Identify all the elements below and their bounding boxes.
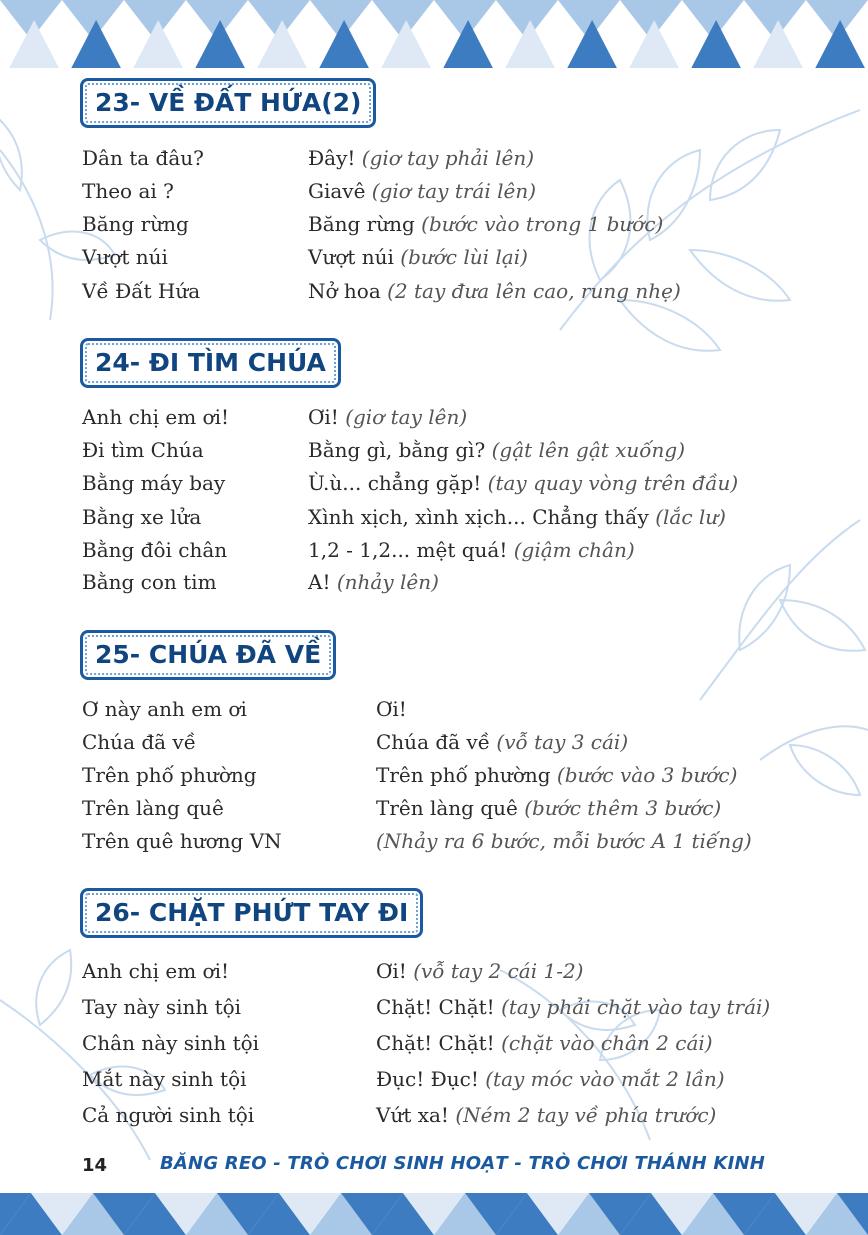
action-note: (nhảy lên) [336,570,439,594]
call-text: Băng rừng [82,212,189,236]
call-text: Anh chị em ơi! [82,959,230,983]
section-title-23: 23- VỀ ĐẤT HỨA(2) [80,78,376,128]
response-text: Trên phố phường [376,763,551,787]
call-text: Về Đất Hứa [82,279,201,303]
response-text: Vứt xa! [376,1103,449,1127]
action-note: (Ném 2 tay về phía trước) [455,1103,717,1127]
response-text: Ù.ù... chẳng gặp! [308,471,482,495]
action-note: (tay quay vòng trên đầu) [487,471,739,495]
response-text: 1,2 - 1,2... mệt quá! [308,538,508,562]
call-text: Mắt này sinh tội [82,1067,247,1091]
call-text: Trên quê hương VN [82,829,282,853]
bottom-triangle-band [0,1185,868,1235]
section-title-24: 24- ĐI TÌM CHÚA [80,338,341,388]
response-text: Giavê [308,179,366,203]
action-note: (tay móc vào mắt 2 lần) [485,1067,725,1091]
action-note: (Nhảy ra 6 bước, mỗi bước A 1 tiếng) [376,829,752,853]
response-text: Chúa đã về [376,730,491,754]
action-note: (tay phải chặt vào tay trái) [501,995,771,1019]
action-note: (2 tay đưa lên cao, rung nhẹ) [387,279,681,303]
call-text: Đi tìm Chúa [82,438,204,462]
running-footer-title: BĂNG REO - TRÒ CHƠI SINH HOẠT - TRÒ CHƠI THÁNH KINH [160,1153,765,1174]
call-text: Cả người sinh tội [82,1103,255,1127]
call-text: Trên phố phường [82,763,257,787]
action-note: (giơ tay phải lên) [361,146,535,170]
call-text: Ơ này anh em ơi [82,697,247,721]
action-note: (vỗ tay 2 cái 1-2) [413,959,584,983]
response-text: Chặt! Chặt! [376,1031,495,1055]
call-text: Anh chị em ơi! [82,405,230,429]
action-note: (lắc lư) [655,505,726,529]
call-text: Chân này sinh tội [82,1031,260,1055]
response-text: Ơi! [308,405,339,429]
call-text: Vượt núi [82,245,168,269]
call-text: Bằng đôi chân [82,538,228,562]
action-note: (bước lùi lại) [400,245,528,269]
action-note: (bước vào trong 1 bước) [421,212,664,236]
call-text: Bằng máy bay [82,471,226,495]
action-note: (giậm chân) [513,538,635,562]
call-text: Trên làng quê [82,796,224,820]
call-text: Bằng xe lửa [82,505,202,529]
call-text: Theo ai ? [82,179,174,203]
action-note: (gật lên gật xuống) [491,438,686,462]
response-text: Trên làng quê [376,796,518,820]
response-text: Đây! [308,146,356,170]
action-note: (bước vào 3 bước) [556,763,738,787]
response-text: Xình xịch, xình xịch... Chẳng thấy [308,505,649,529]
response-text: Băng rừng [308,212,415,236]
response-text: Vượt núi [308,245,394,269]
response-text: Bằng gì, bằng gì? [308,438,486,462]
response-text: Đục! Đục! [376,1067,479,1091]
section-title-26: 26- CHẶT PHỨT TAY ĐI [80,888,423,938]
call-text: Chúa đã về [82,730,197,754]
action-note: (giơ tay lên) [345,405,468,429]
response-text: A! [308,570,331,594]
call-text: Dân ta đâu? [82,146,204,170]
call-text: Bằng con tim [82,570,217,594]
response-text: Nở hoa [308,279,381,303]
response-text: Ơi! [376,697,407,721]
page-number: 14 [82,1155,108,1176]
call-text: Tay này sinh tội [82,995,242,1019]
action-note: (bước thêm 3 bước) [524,796,722,820]
action-note: (giơ tay trái lên) [371,179,537,203]
response-text: Chặt! Chặt! [376,995,495,1019]
action-note: (vỗ tay 3 cái) [496,730,629,754]
section-title-25: 25- CHÚA ĐÃ VỀ [80,630,336,680]
action-note: (chặt vào chân 2 cái) [501,1031,713,1055]
response-text: Ơi! [376,959,407,983]
